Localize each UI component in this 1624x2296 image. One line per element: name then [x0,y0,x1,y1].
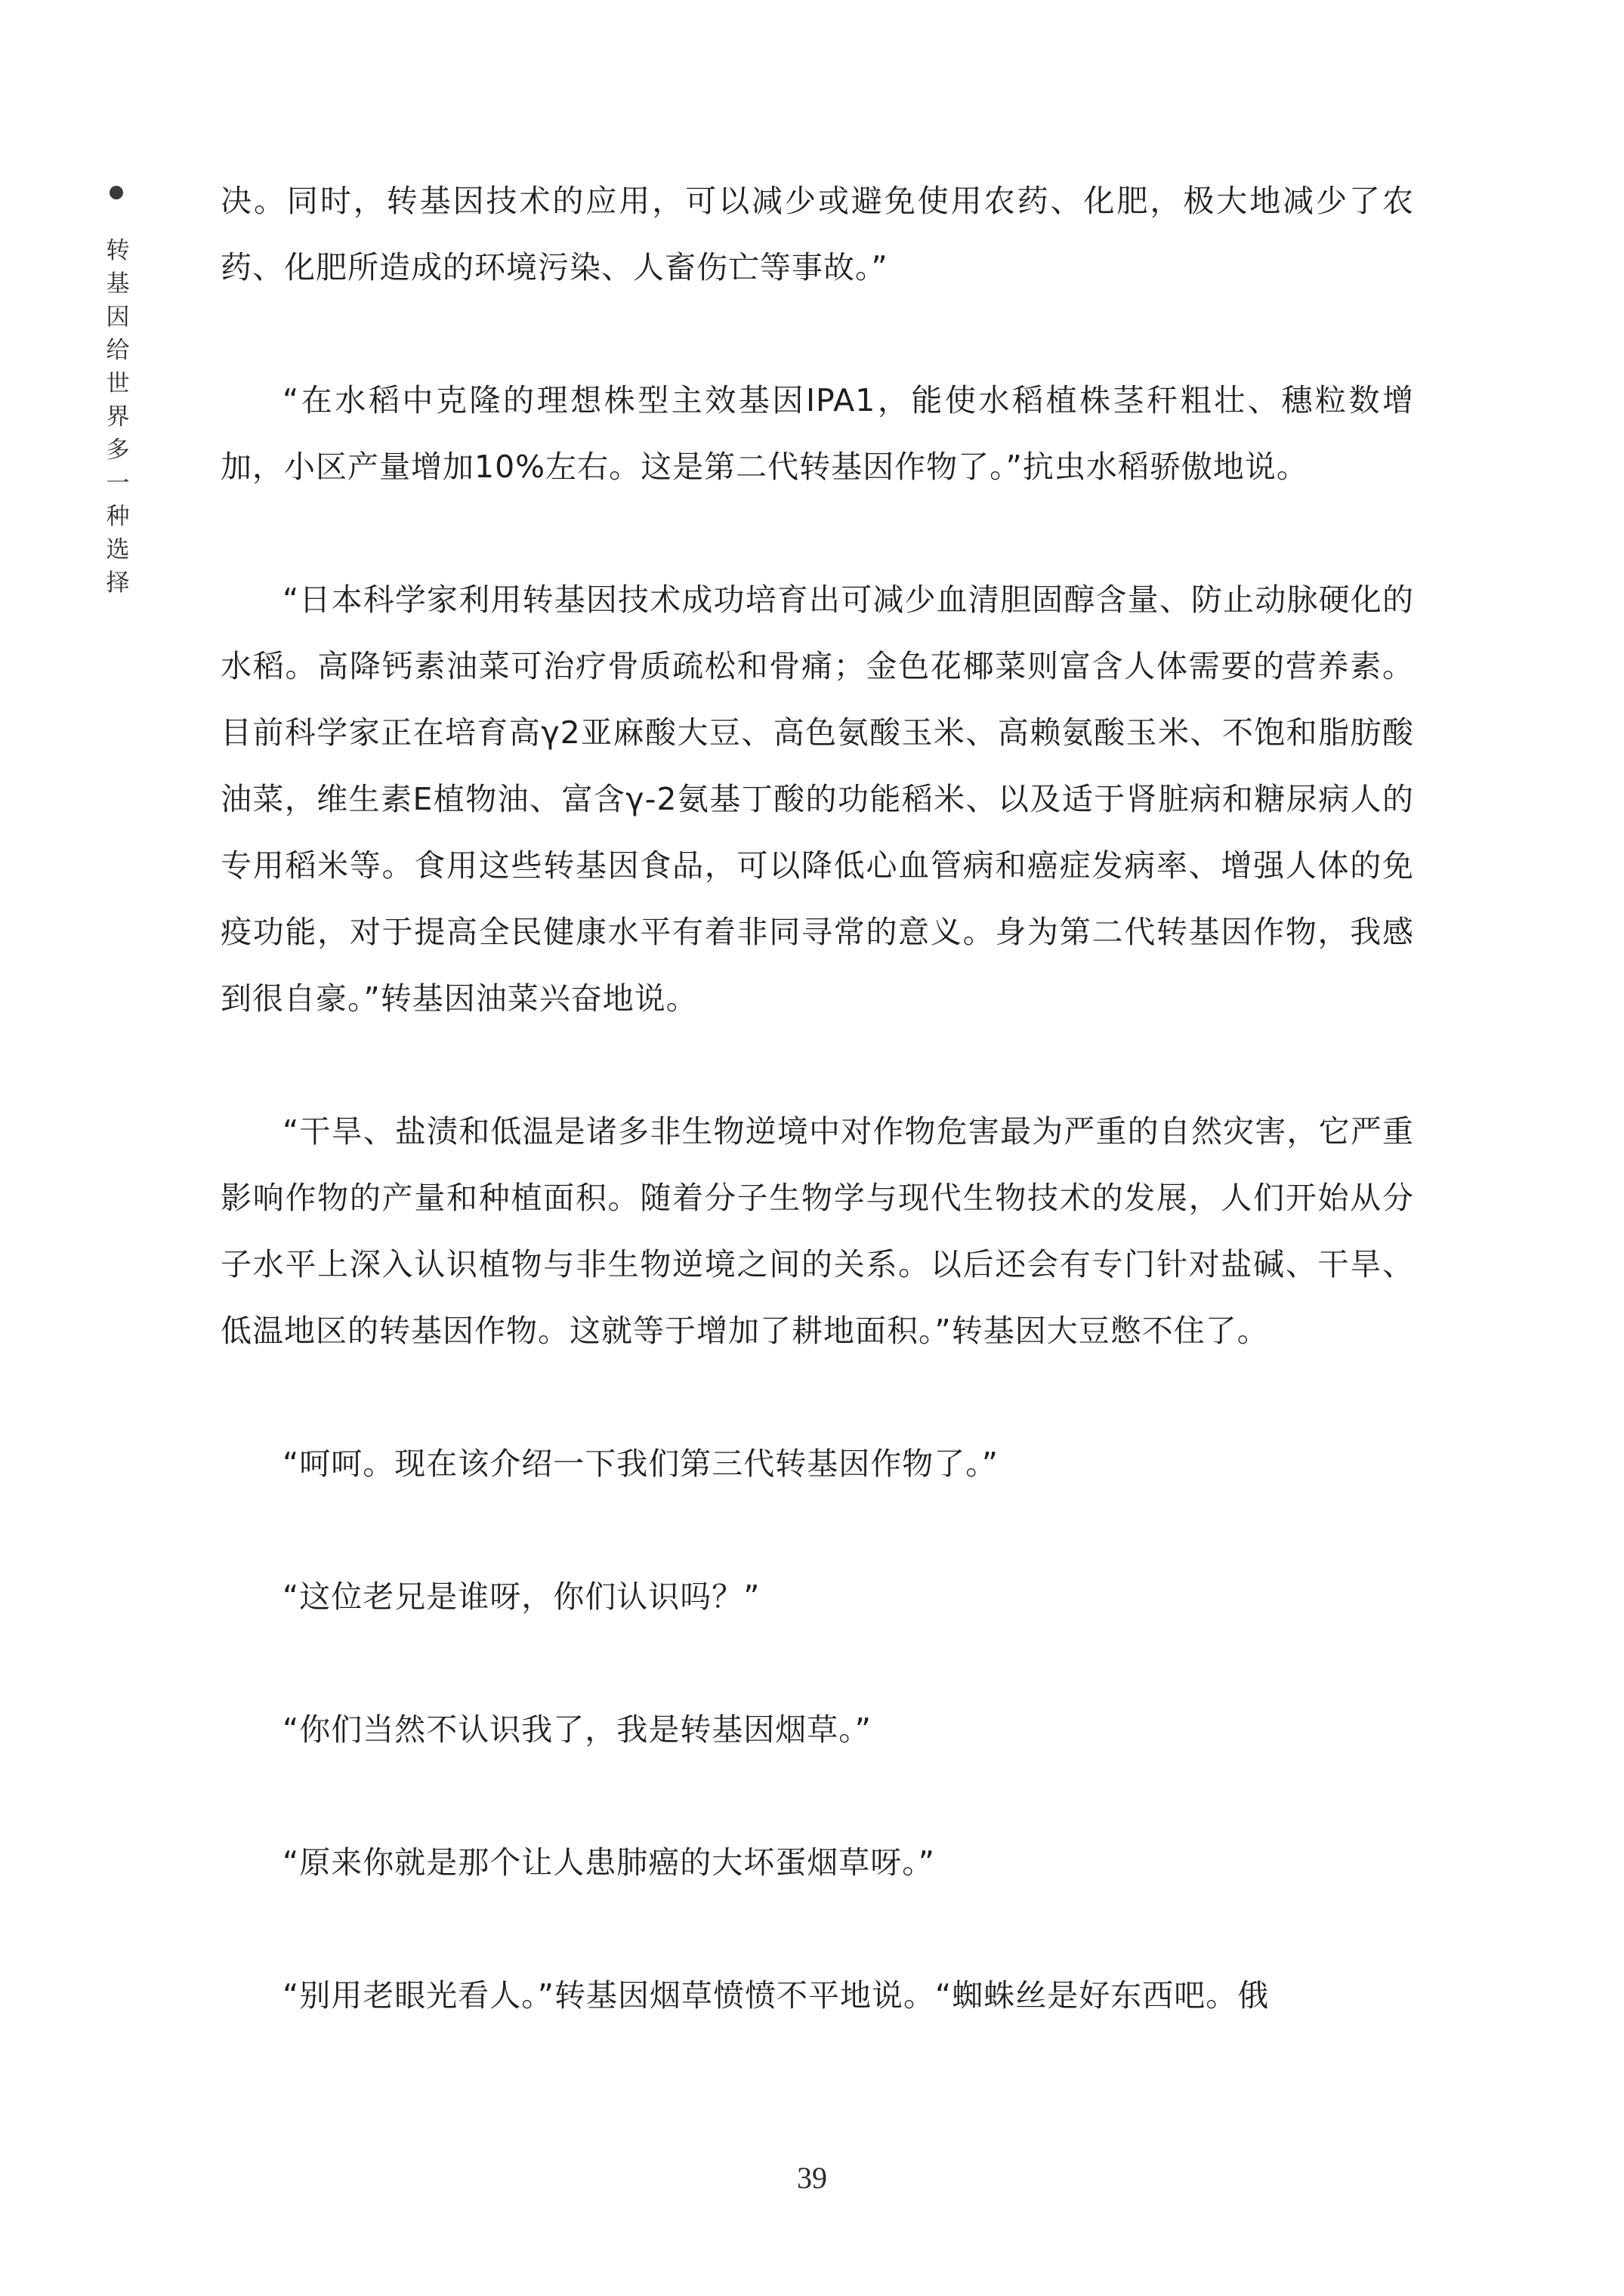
page-number: 39 [797,2161,827,2195]
paragraph-gap [221,1763,1414,1829]
running-head-vertical-title: 转基因给世界多一种选择 [106,237,130,597]
paragraph-4: “干旱、盐渍和低温是诸多非生物逆境中对作物危害最为严重的自然灾害，它严重影响作物的产量和种植面积。随着分子生物学与现代生物技术的发展，人们开始从分子水平上深入认识植物与非生物逆境之间的关系。以后还会有专门针对盐碱、干旱、低温地区的转基因作物。这就等于增加了耕地面积。”转基因大豆憋不住了。 [221,1113,1414,1349]
paragraph-9: “别用老眼光看人。”转基因烟草愤愤不平地说。“蜘蛛丝是好东西吧。俄 [283,1977,1270,2014]
paragraph-gap [221,1497,1414,1563]
paragraph-7: “你们当然不认识我了，我是转基因烟草。” [283,1711,872,1748]
paragraph-6: “这位老兄是谁呀，你们认识吗？” [283,1578,761,1615]
paragraph-5: “呵呵。现在该介绍一下我们第三代转基因作物了。” [283,1446,999,1482]
paragraph-gap [221,500,1414,566]
side-bullet-dot [110,186,123,199]
paragraph-gap [221,1364,1414,1430]
paragraph-8: “原来你就是那个让人患肺癌的大坏蛋烟草呀。” [283,1844,935,1881]
paragraph-gap [221,1032,1414,1098]
paragraph-gap [221,1630,1414,1696]
page-body [221,168,1414,2029]
paragraph-2: “在水稻中克隆的理想株型主效基因IPA1，能使水稻植株茎秆粗壮、穗粒数增加，小区产量增加10%左右。这是第二代转基因作物了。”抗虫水稻骄傲地说。 [221,382,1414,485]
paragraph-3: “日本科学家利用转基因技术成功培育出可减少血清胆固醇含量、防止动脉硬化的水稻。高降钙素油菜可治疗骨质疏松和骨痛；金色花椰菜则富含人体需要的营养素。目前科学家正在培育高γ2亚麻酸大豆、高色氨酸玉米、高赖氨酸玉米、不饱和脂肪酸油菜，维生素E植物油、富含γ-2氨基丁酸的功能稻米、以及适于肾脏病和糖尿病人的专用稻米等。食用这些转基因食品，可以降低心血管病和癌症发病率、增强人体的免疫功能，对于提高全民健康水平有着非同寻常的意义。身为第二代转基因作物，我感到很自豪。”转基因油菜兴奋地说。 [221,582,1414,1017]
paragraph-1: 决。同时，转基因技术的应用，可以减少或避免使用农药、化肥，极大地减少了农药、化肥所造成的环境污染、人畜伤亡等事故。” [221,183,1414,285]
paragraph-gap [221,1896,1414,1962]
paragraph-gap [221,301,1414,367]
